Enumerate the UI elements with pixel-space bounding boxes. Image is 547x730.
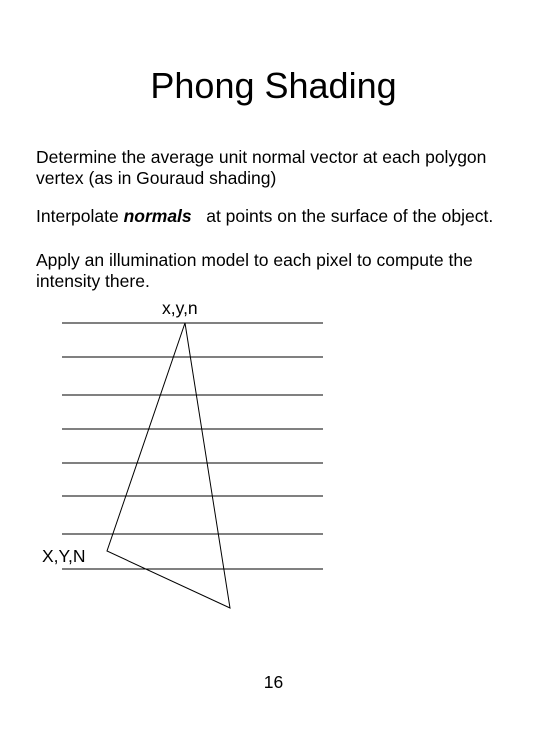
emphasis-normals: normals xyxy=(123,206,192,226)
paragraph-interpolate-text-after: at points on the surface of the object. xyxy=(191,206,494,226)
paragraph-illumination-model: Apply an illumination model to each pixel to compute the intensity there. xyxy=(36,250,473,291)
scanlines xyxy=(62,323,323,569)
left-vertex-label: X,Y,N xyxy=(42,546,86,566)
paragraph-average-normal: Determine the average unit normal vector at each polygon vertex (as in Gouraud shading) xyxy=(36,147,487,188)
paragraph-interpolate-text-before: Interpolate xyxy=(36,206,124,226)
triangle-polygon xyxy=(107,323,230,608)
slide-title: Phong Shading xyxy=(150,65,397,106)
top-vertex-label: x,y,n xyxy=(162,298,198,318)
page-number: 16 xyxy=(263,672,284,692)
